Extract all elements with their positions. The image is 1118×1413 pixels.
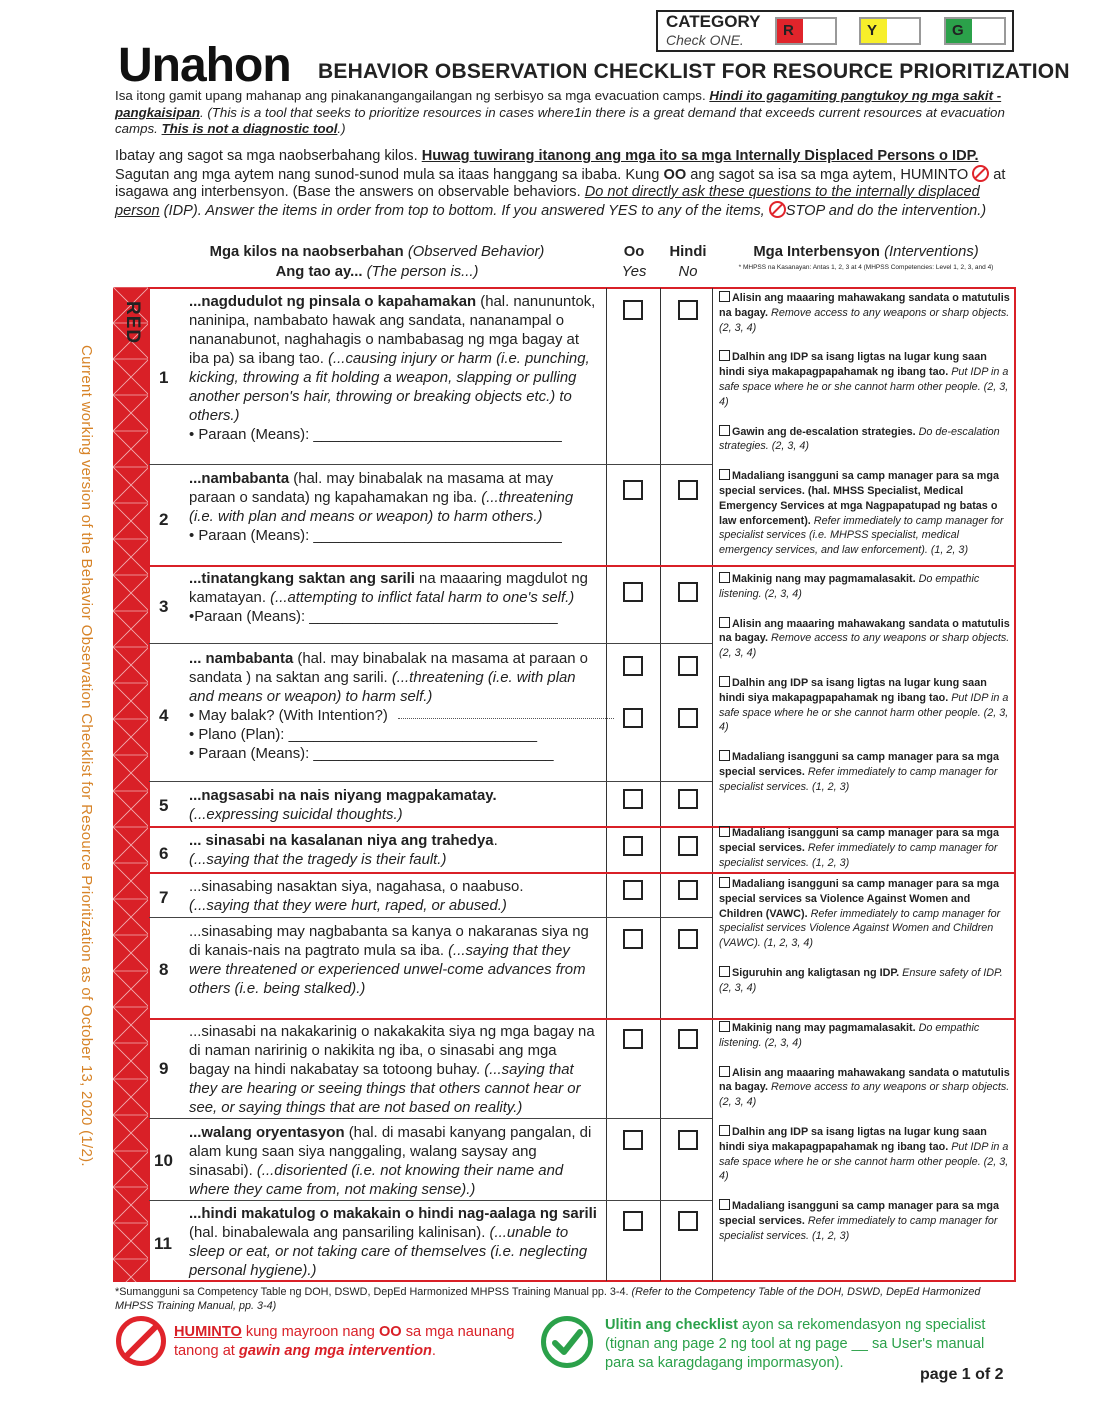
- category-green-checkbox[interactable]: [944, 17, 1006, 45]
- interventions-group-3: [719, 826, 1011, 870]
- intervention-item[interactable]: Madaliang isangguni sa camp manager para sa mga special services. Refer immediately to camp manager for specialist services. (1, 2, 3): [719, 751, 1000, 793]
- interventions-group-5: [719, 1021, 1011, 1244]
- item-number: 3: [159, 597, 169, 616]
- intervention-checkbox[interactable]: [719, 1066, 730, 1077]
- intervention-item[interactable]: Alisin ang maaaring mahawakang sandata o matutulis na bagay. Remove access to any weapons or sharp objects. (2, 3, 4): [719, 292, 1010, 334]
- behavior-item-11: ...hindi makatulog o makakain o hindi nag-aalaga ng sarili (hal. binabalewala ang pansariling kalinisan). (...unable to sleep or eat, or not taking care of themselves (i.e. neglecting personal hygiene).): [189, 1206, 597, 1279]
- intervention-item[interactable]: Makinig nang may pagmamalasakit. Do empathic listening. (2, 3, 4): [719, 573, 980, 600]
- no-checkbox[interactable]: [678, 582, 698, 602]
- intervention-item[interactable]: Madaliang isangguni sa camp manager para sa mga special services. Refer immediately to camp manager for specialist services. (1, 2, 3): [719, 1200, 1000, 1242]
- col-divider: [660, 288, 661, 1281]
- yes-checkbox[interactable]: [623, 1130, 643, 1150]
- intervention-checkbox[interactable]: [719, 750, 730, 761]
- row-divider: [149, 1200, 712, 1201]
- behavior-item-10: ...walang oryentasyon (hal. di masabi kanyang pangalan, di alam kung saan siya nanggaling, walang saysay ang sinasabi). (...disoriented (i.e. not knowing their name and where they came from, not making sense).): [189, 1125, 592, 1198]
- stop-instruction: HUMINTO kung mayroon nang OO sa mga naunang tanong at gawin ang mga intervention.: [174, 1324, 515, 1359]
- interventions-group-1: [719, 291, 1011, 558]
- behavior-item-1: ...nagdudulot ng pinsala o kapahamakan (hal. nanununtok, naninipa, nambabato hawak ang sandata, nananampal o nananabunot, naghahagis o nambabasag ng mga bagay at iba pa) sa ibang tao. (...causing injury or harm (i.e. punching, kicking, throwing a fit holding a weapon, slapping or pulling another person's hair, throwing or breaking objects etc.) to others.) • Paraan (Means): ______________________________: [189, 294, 596, 443]
- pattern-lines: [113, 287, 149, 1282]
- intervention-item[interactable]: Alisin ang maaaring mahawakang sandata o matutulis na bagay. Remove access to any weapons or sharp objects. (2, 3, 4): [719, 617, 1010, 660]
- item-number: 11: [154, 1234, 172, 1253]
- page-title: BEHAVIOR OBSERVATION CHECKLIST FOR RESOURCE PRIORITIZATION: [318, 60, 1070, 83]
- row-divider: [149, 1118, 712, 1119]
- item-number: 9: [159, 1059, 169, 1078]
- no-checkbox[interactable]: [678, 929, 698, 949]
- version-note: Current working version of the Behavior Observation Checklist for Resource Prioritization as of October 13, 2020 (1/2).: [78, 345, 95, 1167]
- no-checkbox[interactable]: [678, 836, 698, 856]
- intervention-checkbox[interactable]: [719, 1021, 730, 1032]
- category-subtitle: Check ONE.: [666, 32, 744, 48]
- col-divider: [712, 288, 713, 1281]
- behavior-item-2: ...nambabanta (hal. may binabalak na masama at may paraan o sandata) ng kapahamakan ng iba. (...threatening (i.e. with plan and means or weapon) to harm others.) • Paraan (Means): ______________________________: [189, 471, 574, 544]
- no-checkbox[interactable]: [678, 880, 698, 900]
- row-divider: [149, 781, 712, 782]
- footnote: *Sumangguni sa Competency Table ng DOH, DSWD, DepEd Harmonized MHPSS Training Manual pp. 3-4. (Refer to the Competency Table of the DOH, DSWD, DepEd Harmonized MHPSS Training Manual, pp. 3-4): [115, 1286, 981, 1312]
- row-divider: [149, 643, 712, 644]
- intervention-item[interactable]: Gawin ang de-escalation strategies. Do de-escalation strategies. (2, 3, 4): [719, 425, 1000, 453]
- checkmark-glyph: [546, 1321, 588, 1363]
- item-number: 8: [159, 960, 169, 979]
- behavior-item-9: ...sinasabi na nakakarinig o nakakakita siya ng mga bagay na di naman naririnig o nakikita ng iba, o sinasabi ang mga bagay na hindi nakabatay sa totoong buhay. (...saying that they are hearing or seeing things that others cannot hear or see, or saying things that are not based on reality.): [189, 1024, 595, 1116]
- intervention-checkbox[interactable]: [719, 676, 730, 687]
- item-number: 2: [159, 510, 169, 529]
- yes-checkbox[interactable]: [623, 656, 643, 676]
- group-divider: [149, 565, 1015, 567]
- stop-icon: [769, 201, 786, 218]
- intervention-checkbox[interactable]: [719, 877, 730, 888]
- intervention-checkbox[interactable]: [719, 425, 730, 436]
- intervention-checkbox[interactable]: [719, 966, 730, 977]
- group-divider: [149, 1018, 1015, 1020]
- intervention-item[interactable]: Makinig nang may pagmamalasakit. Do empathic listening. (2, 3, 4): [719, 1022, 980, 1049]
- behavior-item-3: ...tinatangkang saktan ang sarili na maaaring magdulot ng kamatayan. (...attempting to inflict fatal harm to one's self.) •Paraan (Means): ______________________________: [189, 571, 588, 625]
- no-checkbox[interactable]: [678, 656, 698, 676]
- instructions-paragraph: Ibatay ang sagot sa mga naobserbahang kilos. Huwag tuwirang itanong ang mga ito sa mga Internally Displaced Persons o IDP. Sagutan ang mga aytem nang sunod-sunod mula sa itaas hanggang sa ibaba. Kung OO ang sagot sa isa sa mga aytem, HUMINTO at isagawa ang interbensyon. (Base the answers on observable behaviors. Do not directly ask these questions to the internally displaced person (IDP). Answer the items in order from top to bottom. If you answered YES to any of the items, STOP and do the intervention.): [115, 148, 1006, 219]
- intervention-item[interactable]: Dalhin ang IDP sa isang ligtas na lugar kung saan hindi siya makapagpapahamak ng ibang tao. Put IDP in a safe space where he or she cannot harm other people. (2, 3, 4): [719, 676, 1009, 734]
- yes-checkbox[interactable]: [623, 300, 643, 320]
- no-column-header: Hindi No: [669, 244, 707, 280]
- intention-no-checkbox[interactable]: [678, 708, 698, 728]
- category-title: CATEGORY: [666, 12, 761, 31]
- category-green-label: G: [952, 22, 964, 39]
- intervention-item[interactable]: Madaliang isangguni sa camp manager para sa mga special services. (hal. MHSS Specialist, Medical Emergency Services at mga Nagpapatupad ng batas o law enforcement). Refer immediately to camp manager for specialist services (i.e. MHPSS specialist, medical emergency services, and law enforcement). (1, 2, 3): [719, 470, 1004, 557]
- item-number: 10: [154, 1151, 173, 1170]
- intervention-checkbox[interactable]: [719, 1125, 730, 1136]
- page-number: page 1 of 2: [920, 1366, 1004, 1383]
- interventions-column-header: Mga Interbensyon (Interventions): [753, 244, 979, 260]
- behavior-item-6: ... sinasabi na kasalanan niya ang trahedya. (...saying that the tragedy is their fault.): [189, 833, 498, 868]
- item-number: 4: [159, 706, 169, 725]
- intervention-item[interactable]: Dalhin ang IDP sa isang ligtas na lugar kung saan hindi siya makapagpapahamak ng ibang tao. Put IDP in a safe space where he or she cannot harm other people. (2, 3, 4): [719, 351, 1009, 408]
- check-icon: [541, 1316, 593, 1368]
- behavior-item-4: ... nambabanta (hal. may binabalak na masama at paraan o sandata ) na saktan ang sarili. (...threatening (i.e. with plan and means or weapon) to harm self.) • May balak? (With Intention?) • Plano (Plan): ______________________________ • Paraan (Means): _____________________________: [189, 651, 588, 762]
- intervention-item[interactable]: Madaliang isangguni sa camp manager para sa mga special services. Refer immediately to camp manager for specialist services. (1, 2, 3): [719, 827, 1000, 869]
- intervention-checkbox[interactable]: [719, 469, 730, 480]
- intervention-checkbox[interactable]: [719, 350, 730, 361]
- intervention-item[interactable]: Alisin ang maaaring mahawakang sandata o matutulis na bagay. Remove access to any weapons or sharp objects. (2, 3, 4): [719, 1066, 1010, 1109]
- group-divider: [149, 872, 1015, 874]
- no-checkbox[interactable]: [678, 300, 698, 320]
- no-checkbox[interactable]: [678, 789, 698, 809]
- yes-checkbox[interactable]: [623, 789, 643, 809]
- intervention-item[interactable]: Dalhin ang IDP sa isang ligtas na lugar kung saan hindi siya makapagpapahamak ng ibang tao. Put IDP in a safe space where he or she cannot harm other people. (2, 3, 4): [719, 1125, 1009, 1183]
- intervention-checkbox[interactable]: [719, 617, 730, 628]
- intervention-checkbox[interactable]: [719, 291, 730, 302]
- intervention-item[interactable]: Siguruhin ang kaligtasan ng IDP. Ensure safety of IDP. (2, 3, 4): [719, 966, 1003, 994]
- behavior-item-5: ...nagsasabi na nais niyang magpakamatay. (...expressing suicidal thoughts.): [189, 788, 497, 823]
- yes-checkbox[interactable]: [623, 1029, 643, 1049]
- category-yellow-label: Y: [867, 22, 878, 39]
- category-red-label: R: [783, 22, 794, 39]
- category-red-checkbox[interactable]: [775, 17, 837, 45]
- interventions-group-4: [719, 877, 1011, 996]
- yes-checkbox[interactable]: [623, 880, 643, 900]
- stop-icon: [972, 165, 989, 182]
- yes-column-header: Oo Yes: [621, 244, 647, 280]
- intervention-item[interactable]: Madaliang isangguni sa camp manager para sa mga special services sa Violence Against Women and Children (VAWC). Refer immediately to camp manager for specialist services Violence Against Women and Children (VAWC). (1, 2, 3, 4): [719, 878, 1001, 950]
- category-yellow-checkbox[interactable]: [859, 17, 921, 45]
- intro-paragraph: Isa itong gamit upang mahanap ang pinakanangangailangan ng serbisyo sa mga evacuation camps. Hindi ito gagamiting pangtukoy ng mga sakit - pangkaisipan. (This is a tool that seeks to prioritize resources in cases where1in there is a great demand that exceeds current resources at evacuation camps. This is not a diagnostic tool.): [115, 88, 1005, 136]
- leader-line: [398, 718, 614, 719]
- no-checkbox[interactable]: [678, 1211, 698, 1231]
- row-divider: [149, 464, 712, 465]
- brand-logo: Unahon: [118, 39, 291, 92]
- row-divider: [149, 917, 712, 918]
- red-label: RED: [122, 301, 143, 345]
- intention-yes-checkbox[interactable]: [623, 708, 643, 728]
- col-divider: [606, 288, 607, 1281]
- intervention-checkbox[interactable]: [719, 572, 730, 583]
- behavior-item-8: ...sinasabing may nagbabanta sa kanya o nakaranas siya ng di kanais-nais na pagtrato mula sa iba. (...saying that they were threatened or experienced unwel-come advances from others (i.e. being stalked).): [189, 924, 589, 997]
- no-checkbox[interactable]: [678, 1130, 698, 1150]
- yes-checkbox[interactable]: [623, 582, 643, 602]
- stop-icon: [116, 1316, 166, 1366]
- interventions-group-2: [719, 572, 1011, 795]
- no-checkbox[interactable]: [678, 480, 698, 500]
- yes-checkbox[interactable]: [623, 480, 643, 500]
- repeat-instruction: Ulitin ang checklist ayon sa rekomendasyon ng specialist (tignan ang page 2 ng tool at ng page __ sa User's manual para sa karagdagang impormasyon).: [605, 1317, 986, 1371]
- item-number: 1: [159, 368, 169, 387]
- item-number: 5: [159, 796, 169, 815]
- intervention-checkbox[interactable]: [719, 826, 730, 837]
- item-number: 6: [159, 844, 169, 863]
- yes-checkbox[interactable]: [623, 1211, 643, 1231]
- yes-checkbox[interactable]: [623, 836, 643, 856]
- item-number: 7: [159, 888, 169, 907]
- no-checkbox[interactable]: [678, 1029, 698, 1049]
- behavior-item-7: ...sinasabing nasaktan siya, nagahasa, o naabuso. (...saying that they were hurt, raped, or abused.): [189, 879, 524, 914]
- intervention-checkbox[interactable]: [719, 1199, 730, 1210]
- competency-note: * MHPSS na Kasanayan: Antas 1, 2, 3 at 4 (MHPSS Competencies: Level 1, 2, 3, and 4): [738, 264, 994, 271]
- yes-checkbox[interactable]: [623, 929, 643, 949]
- triangle-pattern: [113, 287, 149, 1282]
- behavior-column-header: Mga kilos na naobserbahan (Observed Behavior) Ang tao ay... (The person is...): [209, 244, 545, 280]
- red-category-band: [113, 287, 149, 1282]
